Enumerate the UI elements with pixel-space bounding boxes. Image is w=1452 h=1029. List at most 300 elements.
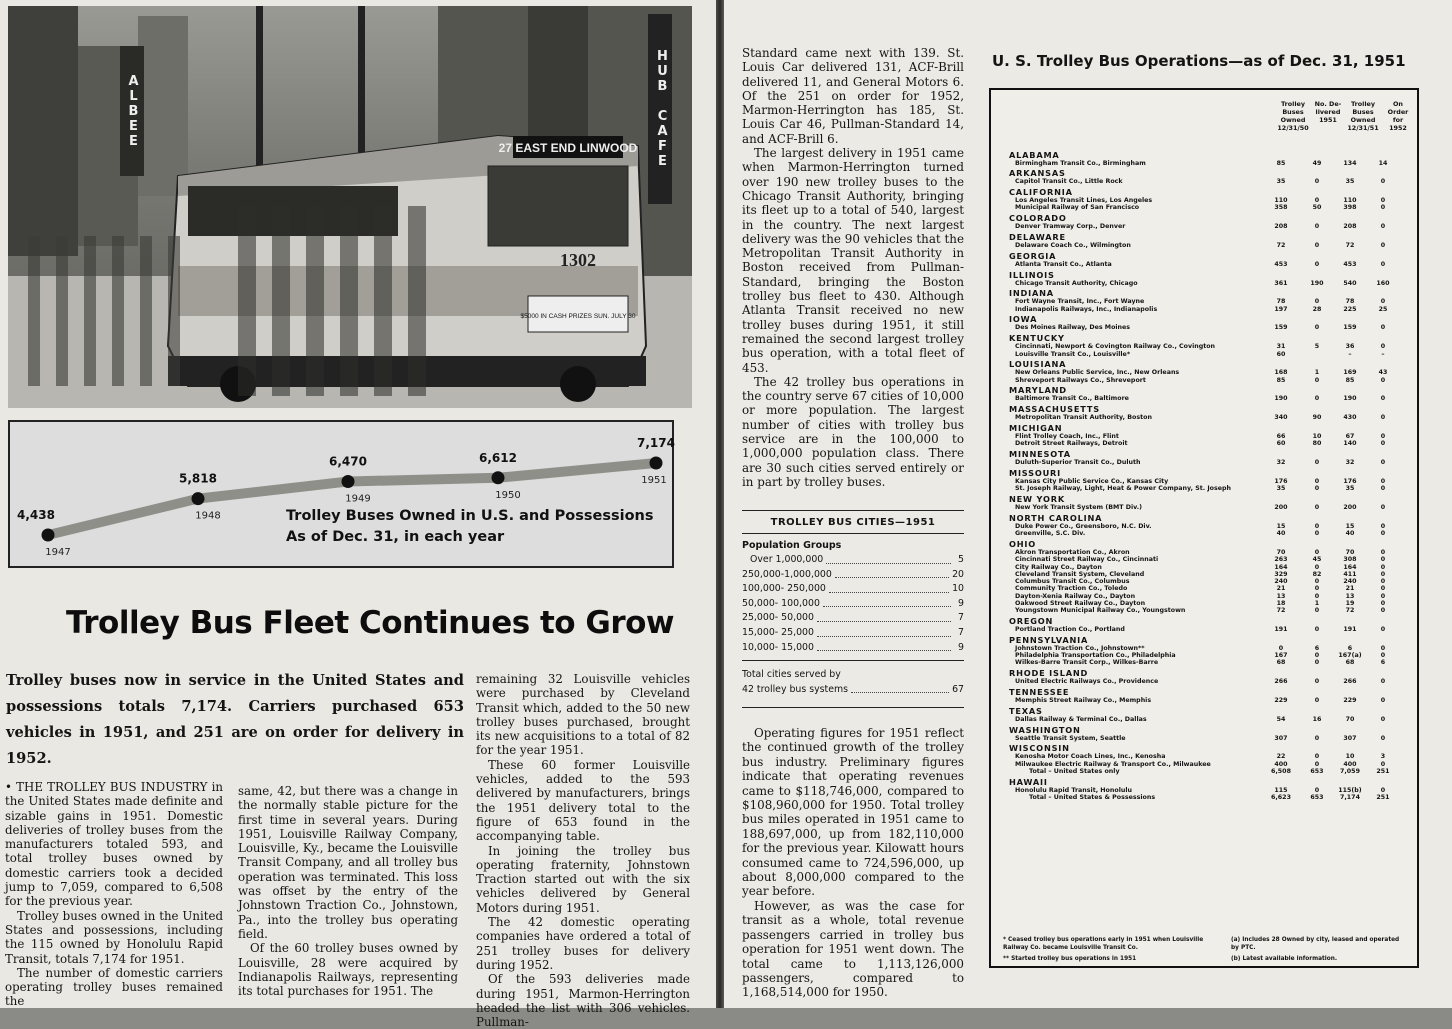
cities-row <box>742 626 964 641</box>
table-row <box>1009 578 1413 585</box>
delivered-1951: 0 <box>1314 592 1320 600</box>
company-name: St. Joseph Railway, Light, Heat & Power Company, St. Joseph <box>1015 485 1231 493</box>
owned-1950: 240 <box>1274 578 1288 586</box>
cities-total <box>742 660 964 697</box>
cities-total-label: Total cities served by <box>742 669 841 681</box>
state-heading: GEORGIA <box>1009 250 1057 261</box>
company-name: Philadelphia Transportation Co., Philadelphia <box>1015 652 1176 660</box>
table-row <box>1009 351 1413 358</box>
owned-1950: 6,508 <box>1271 768 1291 776</box>
on-order-1952: 0 <box>1380 652 1386 660</box>
owned-1951: 225 <box>1343 305 1357 313</box>
city-count: 10 <box>952 583 964 595</box>
on-order-1952: 251 <box>1376 768 1390 776</box>
state-heading: NORTH CAROLINA <box>1009 512 1103 523</box>
owned-1951: 140 <box>1343 440 1357 448</box>
state-heading: MICHIGAN <box>1009 423 1063 434</box>
owned-1951: 167(a) <box>1338 652 1362 660</box>
owned-1950: 13 <box>1276 592 1286 600</box>
owned-1951: 36 <box>1345 343 1355 351</box>
company-name: Shreveport Railways Co., Shreveport <box>1015 376 1146 384</box>
population-group: 15,000- 25,000 <box>742 626 814 638</box>
state-heading: ILLINOIS <box>1009 269 1055 280</box>
state-heading: MINNESOTA <box>1009 449 1071 460</box>
owned-1951: 400 <box>1343 760 1357 768</box>
cities-total-value: 67 <box>952 684 964 696</box>
tick-label-1951: 1951 <box>641 475 667 486</box>
tick-label-1950: 1950 <box>495 489 521 501</box>
state-heading: PENNSYLVANIA <box>1009 634 1089 645</box>
owned-1951: 430 <box>1343 414 1357 422</box>
table-row <box>1009 160 1413 167</box>
on-order-1952: 0 <box>1380 485 1386 493</box>
table-row <box>1009 369 1413 376</box>
company-name: Kenosha Motor Coach Lines, Inc., Kenosha <box>1015 753 1166 761</box>
table-row <box>1009 607 1413 614</box>
table-row <box>1009 626 1413 633</box>
on-order-1952: 0 <box>1380 697 1386 705</box>
state-heading: MISSOURI <box>1009 467 1061 478</box>
data-label-1947: 4,438 <box>17 508 55 522</box>
article-column-2 <box>238 784 458 998</box>
owned-1951: 308 <box>1343 556 1357 564</box>
company-name: Portland Traction Co., Portland <box>1015 626 1125 634</box>
population-group: Over 1,000,000 <box>750 554 824 565</box>
cities-rows <box>742 553 964 655</box>
on-order-1952: 0 <box>1380 563 1386 571</box>
paragraph: The number of domestic carriers operating trolley buses remained the <box>5 965 223 1009</box>
on-order-1952: 0 <box>1380 260 1386 268</box>
owned-1950: 400 <box>1274 760 1288 768</box>
on-order-1952: 0 <box>1380 644 1386 652</box>
albee-sign: ALBEE <box>120 46 144 176</box>
table-body <box>1009 148 1413 801</box>
table-row <box>1009 645 1413 652</box>
data-label-1950: 6,612 <box>479 450 517 465</box>
company-name: Cleveland Transit System, Cleveland <box>1015 570 1145 578</box>
on-order-1952: 0 <box>1380 376 1386 384</box>
table-header <box>1273 100 1413 132</box>
table-row <box>1009 414 1413 421</box>
company-name: Greenville, S.C. Div. <box>1015 530 1086 538</box>
data-label-1951: 7,174 <box>637 436 675 450</box>
on-order-1952: 25 <box>1378 305 1388 313</box>
owned-1951: 35 <box>1345 485 1355 493</box>
delivered-1951: 0 <box>1314 504 1320 512</box>
on-order-1952: 0 <box>1380 570 1386 578</box>
owned-1950: 307 <box>1274 734 1288 742</box>
destination-sign: 27 EAST END LINWOOD <box>498 141 638 155</box>
owned-1951: 307 <box>1343 734 1357 742</box>
table-row <box>1009 298 1413 305</box>
delivered-1951: 0 <box>1314 485 1320 493</box>
chart-title: Trolley Buses Owned in U.S. and Possessions <box>286 508 654 524</box>
company-name: Denver Tramway Corp., Denver <box>1015 223 1126 231</box>
owned-1951: 35 <box>1345 178 1355 186</box>
company-name: Capitol Transit Co., Little Rock <box>1015 178 1123 186</box>
bus-number: 1302 <box>560 250 596 270</box>
table-row <box>1009 697 1413 704</box>
on-order-1952: 0 <box>1380 241 1386 249</box>
company-name: Los Angeles Transit Lines, Los Angeles <box>1015 197 1153 205</box>
delivered-1951: 90 <box>1312 414 1322 422</box>
delivered-1951: 16 <box>1312 715 1322 723</box>
delivered-1951: 653 <box>1310 794 1324 802</box>
total-row <box>1009 794 1413 801</box>
owned-1950: 72 <box>1276 241 1286 249</box>
company-name: Delaware Coach Co., Wilmington <box>1015 241 1131 249</box>
owned-1951: 72 <box>1345 241 1355 249</box>
fleet-growth-chart <box>8 420 674 568</box>
on-order-1952: 0 <box>1380 433 1386 441</box>
owned-1951: 190 <box>1343 395 1357 403</box>
owned-1951: 266 <box>1343 678 1357 686</box>
population-group: 50,000- 100,000 <box>742 597 820 609</box>
article-column-3 <box>476 672 690 1029</box>
owned-1951: 176 <box>1343 477 1357 485</box>
owned-1950: 340 <box>1274 414 1288 422</box>
city-count: 9 <box>958 641 964 653</box>
delivered-1951: 80 <box>1312 440 1322 448</box>
paragraph: remaining 32 Louisville vehicles were purchased by Cleveland Transit which, added to the 50 new trolley buses purchased, brought its new acquisitions to a total of 82 for the year 1951. <box>476 672 690 758</box>
prize-banner: $5000 IN CASH PRIZES SUN. JULY 30 <box>520 313 636 320</box>
state-heading: KENTUCKY <box>1009 333 1065 344</box>
delivered-1951: 5 <box>1314 343 1320 351</box>
owned-1951: 411 <box>1343 570 1357 578</box>
company-name: Detroit Street Railways, Detroit <box>1015 440 1128 448</box>
table-row <box>1009 556 1413 563</box>
delivered-1951: 0 <box>1314 324 1320 332</box>
table-row <box>1009 324 1413 331</box>
company-name: Duke Power Co., Greensboro, N.C. Div. <box>1015 522 1152 530</box>
operations-table <box>989 88 1419 968</box>
on-order-1952: 0 <box>1380 395 1386 403</box>
delivered-1951: 0 <box>1314 548 1320 556</box>
table-row <box>1009 716 1413 723</box>
delivered-1951: 50 <box>1312 204 1322 212</box>
owned-1951: 229 <box>1343 697 1357 705</box>
on-order-1952: 0 <box>1380 343 1386 351</box>
delivered-1951: 0 <box>1314 298 1320 306</box>
owned-1950: 85 <box>1276 159 1286 167</box>
on-order-1952: 0 <box>1380 204 1386 212</box>
on-order-1952: 0 <box>1380 592 1386 600</box>
delivered-1951: 0 <box>1314 626 1320 634</box>
delivered-1951: 1 <box>1314 369 1320 377</box>
on-order-1952: 0 <box>1380 786 1386 794</box>
table-row <box>1009 735 1413 742</box>
on-order-1952: 14 <box>1378 159 1388 167</box>
company-name: Flint Trolley Coach, Inc., Flint <box>1015 433 1119 441</box>
state-heading: MASSACHUSETTS <box>1009 404 1100 415</box>
left-page <box>0 0 716 1029</box>
owned-1951: 21 <box>1345 585 1355 593</box>
tick-label-1948: 1948 <box>195 510 221 522</box>
owned-1950: 361 <box>1274 279 1288 287</box>
company-name: Cincinnati, Newport & Covington Railway Co., Covington <box>1015 343 1216 351</box>
company-name: City Railway Co., Dayton <box>1015 563 1102 571</box>
paragraph: Of the 593 deliveries made during 1951, Marmon-Herrington headed the list with 306 vehicles. Pullman- <box>476 972 690 1029</box>
paragraph: Standard came next with 139. St. Louis Car delivered 131, ACF-Brill delivered 11, and General Motors 6. Of the 251 on order for 1952, Marmon-Herrington has 185, St. Louis Car 46, Pullman-Standard 14, and ACF-Brill 6. <box>742 46 964 146</box>
table-row <box>1009 178 1413 185</box>
owned-1951: 68 <box>1345 659 1355 667</box>
trolley-bus-cities-table <box>742 510 964 708</box>
on-order-1952: 0 <box>1380 600 1386 607</box>
state-heading: LOUISIANA <box>1009 359 1067 370</box>
delivered-1951: 0 <box>1314 659 1320 667</box>
table-row <box>1009 197 1413 204</box>
table-row <box>1009 571 1413 578</box>
company-name: Baltimore Transit Co., Baltimore <box>1015 395 1129 403</box>
company-name: Fort Wayne Transit, Inc., Fort Wayne <box>1015 298 1145 306</box>
owned-1950: 191 <box>1274 626 1288 634</box>
owned-1950: 208 <box>1274 223 1288 231</box>
state-heading: NEW YORK <box>1009 494 1065 505</box>
company-name: Birmingham Transit Co., Birmingham <box>1015 159 1146 167</box>
owned-1951: 191 <box>1343 626 1357 634</box>
table-row <box>1009 204 1413 211</box>
paragraph: The largest delivery in 1951 came when Marmon-Herrington turned over 190 new trolley buses to the Chicago Transit Authority, bringing its fleet up to a total of 540, largest in the country. The next largest delivery was the 90 vehicles that the Metropolitan Transit Authority in Boston received from Pullman-Standard, bringing the Boston trolley bus fleet to 430. Although Atlanta Transit received no new trolley buses during 1951, it still remained the second largest trolley bus operation, with a total fleet of 453. <box>742 146 964 375</box>
tick-label-1947: 1947 <box>45 547 71 558</box>
table-row <box>1009 223 1413 230</box>
on-order-1952: 0 <box>1380 530 1386 538</box>
table-row <box>1009 585 1413 592</box>
article-column-1 <box>5 780 223 1009</box>
owned-1950: 70 <box>1276 548 1286 556</box>
company-name: Akron Transportation Co., Akron <box>1015 548 1130 556</box>
cities-title: TROLLEY BUS CITIES—1951 <box>742 510 964 534</box>
owned-1950: 21 <box>1276 585 1286 593</box>
owned-1951: 10 <box>1345 753 1355 761</box>
company-name: Louisville Transit Co., Louisville* <box>1015 350 1131 358</box>
paragraph: The 42 trolley bus operations in the country serve 67 cities of 10,000 or more population. The largest number of cities with trolley bus service are in the 100,000 to 1,000,000 population class. There are 30 such cities served entirely or in part by trolley buses. <box>742 374 964 489</box>
table-row <box>1009 343 1413 350</box>
right-page <box>724 0 1452 1008</box>
on-order-1952: 251 <box>1376 794 1390 802</box>
delivered-1951: 0 <box>1314 607 1320 615</box>
delivered-1951: 0 <box>1314 585 1320 593</box>
delivered-1951: 49 <box>1312 159 1322 167</box>
city-count: 5 <box>958 554 964 565</box>
on-order-1952: 0 <box>1380 522 1386 530</box>
company-name: Wilkes-Barre Transit Corp., Wilkes-Barre <box>1015 659 1159 667</box>
delivered-1951: 0 <box>1314 459 1320 467</box>
chart-title-block <box>286 506 654 548</box>
paragraph: • THE TROLLEY BUS INDUSTRY in the United States made definite and sizable gains in 1951. Domestic deliveries of trolley buses from the manufacturers totaled 593, and total trolley buses owned by domestic carriers took a decided jump to 7,059, compared to 6,508 for the previous year. <box>5 780 223 909</box>
company-name: Community Traction Co., Toledo <box>1015 585 1128 593</box>
table-row <box>1009 242 1413 249</box>
company-name: New York Transit System (BMT Div.) <box>1015 504 1142 512</box>
state-heading: CALIFORNIA <box>1009 187 1073 198</box>
cities-subtitle: Population Groups <box>742 540 842 551</box>
owned-1950: 266 <box>1274 678 1288 686</box>
owned-1951: 32 <box>1345 459 1355 467</box>
column-header: Trolley Buses Owned 12/31/50 <box>1277 100 1309 132</box>
paragraph: These 60 former Louisville vehicles, added to the 593 delivered by manufacturers, brings the 1951 delivery total to the figure of 653 found in the accompanying table. <box>476 757 690 844</box>
footnote: (a) Includes 28 Owned by city, leased and operated by PTC. <box>1231 937 1400 951</box>
column-header: On Order for 1952 <box>1387 100 1409 132</box>
table-row <box>1009 600 1413 607</box>
table-row <box>1009 659 1413 666</box>
owned-1951: 40 <box>1345 530 1355 538</box>
owned-1950: 40 <box>1276 530 1286 538</box>
on-order-1952: 0 <box>1380 324 1386 332</box>
population-group: 100,000- 250,000 <box>742 583 826 595</box>
column-header: No. De-livered 1951 <box>1314 100 1342 124</box>
paragraph: However, as was the case for transit as a whole, total revenue passengers carried in trolley bus operation for 1951 went down. The total came to 1,113,126,000 passengers, compared to 1,168,514,000 for 1950. <box>742 898 964 1000</box>
column-header: Trolley Buses Owned 12/31/51 <box>1347 100 1379 132</box>
cities-total-label-2: 42 trolley bus systems <box>742 684 849 696</box>
owned-1951: 70 <box>1345 548 1355 556</box>
company-name: Memphis Street Railway Co., Memphis <box>1015 697 1152 705</box>
company-name: Indianapolis Railways, Inc., Indianapolis <box>1015 305 1158 313</box>
owned-1951: 19 <box>1345 600 1355 607</box>
owned-1950: 263 <box>1274 556 1288 564</box>
delivered-1951: 0 <box>1314 786 1320 794</box>
paragraph: In joining the trolley bus operating fraternity, Johnstown Traction started out with the six vehicles delivered by General Motors during 1951. <box>476 843 690 915</box>
total-row <box>1009 768 1413 775</box>
on-order-1952: – <box>1381 350 1385 358</box>
owned-1950: 197 <box>1274 305 1288 313</box>
on-order-1952: 0 <box>1380 223 1386 231</box>
delivered-1951 <box>1303 351 1331 358</box>
owned-1951: 6 <box>1347 644 1353 652</box>
company-name: Youngstown Municipal Railway Co., Youngstown <box>1015 607 1186 615</box>
company-name: Kansas City Public Service Co., Kansas City <box>1015 477 1169 485</box>
owned-1950: 78 <box>1276 298 1286 306</box>
table-row <box>1009 433 1413 440</box>
company-name: Cincinnati Street Railway Co., Cincinnati <box>1015 556 1159 564</box>
population-group: 25,000- 50,000 <box>742 612 814 624</box>
delivered-1951: 0 <box>1314 522 1320 530</box>
table-row <box>1009 593 1413 600</box>
company-name: Dallas Railway & Terminal Co., Dallas <box>1015 715 1147 723</box>
article-lead: Trolley buses now in service in the United States and possessions totals 7,174. Carriers purchased 653 vehicles in 1951, and 251 are on order for delivery in 1952. <box>6 672 464 767</box>
population-group: 250,000-1,000,000 <box>742 568 832 580</box>
owned-1950: 453 <box>1274 260 1288 268</box>
tick-label-1949: 1949 <box>345 493 371 505</box>
on-order-1952: 0 <box>1380 715 1386 723</box>
on-order-1952: 0 <box>1380 298 1386 306</box>
data-label-1949: 6,470 <box>329 454 367 469</box>
owned-1950: 190 <box>1274 395 1288 403</box>
owned-1950: 60 <box>1276 440 1286 448</box>
cities-row <box>742 582 964 597</box>
delivered-1951: 0 <box>1314 697 1320 705</box>
company-name: Municipal Railway of San Francisco <box>1015 204 1140 212</box>
owned-1951: 78 <box>1345 298 1355 306</box>
on-order-1952: 0 <box>1380 556 1386 564</box>
table-row <box>1009 523 1413 530</box>
owned-1951: 540 <box>1343 279 1357 287</box>
table-row <box>1009 395 1413 402</box>
table-footnotes <box>1003 936 1409 963</box>
owned-1950: 22 <box>1276 753 1286 761</box>
footnote: (b) Latest available information. <box>1231 956 1338 962</box>
delivered-1951: 0 <box>1314 760 1320 768</box>
owned-1950: 0 <box>1278 644 1284 652</box>
data-point-1951 <box>650 457 663 470</box>
delivered-1951: 10 <box>1312 433 1322 441</box>
data-point-1948 <box>192 492 205 505</box>
delivered-1951: 0 <box>1314 753 1320 761</box>
state-heading: HAWAII <box>1009 776 1048 787</box>
owned-1950: 358 <box>1274 204 1288 212</box>
city-count: 7 <box>958 612 964 624</box>
table-row <box>1009 787 1413 794</box>
delivered-1951: 0 <box>1314 734 1320 742</box>
table-row <box>1009 478 1413 485</box>
delivered-1951: 0 <box>1314 197 1320 205</box>
state-heading: INDIANA <box>1009 288 1054 299</box>
on-order-1952: 0 <box>1380 760 1386 768</box>
company-name: Columbus Transit Co., Columbus <box>1015 578 1130 586</box>
company-name: Seattle Transit System, Seattle <box>1015 734 1126 742</box>
owned-1950: 35 <box>1276 485 1286 493</box>
owned-1951: 115(b) <box>1338 786 1362 794</box>
data-point-1950 <box>492 471 505 484</box>
cities-row <box>742 597 964 612</box>
owned-1951: 7,059 <box>1340 768 1360 776</box>
owned-1951: 70 <box>1345 715 1355 723</box>
table-row <box>1009 377 1413 384</box>
on-order-1952: 0 <box>1380 197 1386 205</box>
owned-1951: 67 <box>1345 433 1355 441</box>
state-heading: WASHINGTON <box>1009 724 1081 735</box>
on-order-1952: 6 <box>1380 659 1386 667</box>
owned-1951: 200 <box>1343 504 1357 512</box>
company-name: United Electric Railways Co., Providence <box>1015 678 1159 686</box>
company-name: Johnstown Traction Co., Johnstown** <box>1015 644 1145 652</box>
data-label-1948: 5,818 <box>179 471 217 486</box>
table-row <box>1009 549 1413 556</box>
delivered-1951: 0 <box>1314 530 1320 538</box>
owned-1950: 115 <box>1274 786 1288 794</box>
company-name: Dayton-Xenia Railway Co., Dayton <box>1015 592 1136 600</box>
owned-1951: 13 <box>1345 592 1355 600</box>
owned-1950: 32 <box>1276 459 1286 467</box>
on-order-1952: 0 <box>1380 477 1386 485</box>
book-gutter <box>716 0 724 1008</box>
company-name: Total – United States only <box>1029 768 1120 776</box>
table-row <box>1009 306 1413 313</box>
on-order-1952: 0 <box>1380 578 1386 586</box>
company-name: Atlanta Transit Co., Atlanta <box>1015 260 1112 268</box>
paragraph: Operating figures for 1951 reflect the continued growth of the trolley bus industry. Preliminary figures indicate that operating revenues came to $118,746,000, compared to $108,960,000 for 1950. Total trolley bus miles operated in 1951 came to 188,697,000, up from 182,110,000 for the previous year. Kilowatt hours consumed came to 724,596,000, up about 8,000,000 compared to the year before. <box>742 726 964 899</box>
company-name: Chicago Transit Authority, Chicago <box>1015 279 1138 287</box>
owned-1950: 72 <box>1276 607 1286 615</box>
delivered-1951: 6 <box>1314 644 1320 652</box>
state-heading: DELAWARE <box>1009 231 1066 242</box>
owned-1951: 85 <box>1345 376 1355 384</box>
paragraph: The 42 domestic operating companies have ordered a total of 251 trolley buses for delivery during 1952. <box>476 915 690 972</box>
paragraph: Of the 60 trolley buses owned by Louisville, 28 were acquired by Indianapolis Railways, representing its total purchases for 1951. The <box>238 941 458 999</box>
table-row <box>1009 485 1413 492</box>
table-row <box>1009 280 1413 287</box>
owned-1951: 453 <box>1343 260 1357 268</box>
paragraph: same, 42, but there was a change in the normally stable picture for the first time in several years. During 1951, Louisville Railway Company, Louisville, Ky., became the Louisville Transit Company, and all trolley bus operation was terminated. This loss was offset by the entry of the Johnstown Traction Co., Johnstown, Pa., into the trolley bus operating field. <box>238 784 458 941</box>
cities-row <box>742 611 964 626</box>
table-row <box>1009 761 1413 768</box>
table-row <box>1009 504 1413 511</box>
owned-1951: 110 <box>1343 197 1357 205</box>
delivered-1951: 0 <box>1314 260 1320 268</box>
delivered-1951: 653 <box>1310 768 1324 776</box>
city-count: 20 <box>952 568 964 580</box>
owned-1950: 60 <box>1276 350 1286 358</box>
company-name: Honolulu Rapid Transit, Honolulu <box>1015 786 1132 794</box>
owned-1950: 167 <box>1274 652 1288 660</box>
